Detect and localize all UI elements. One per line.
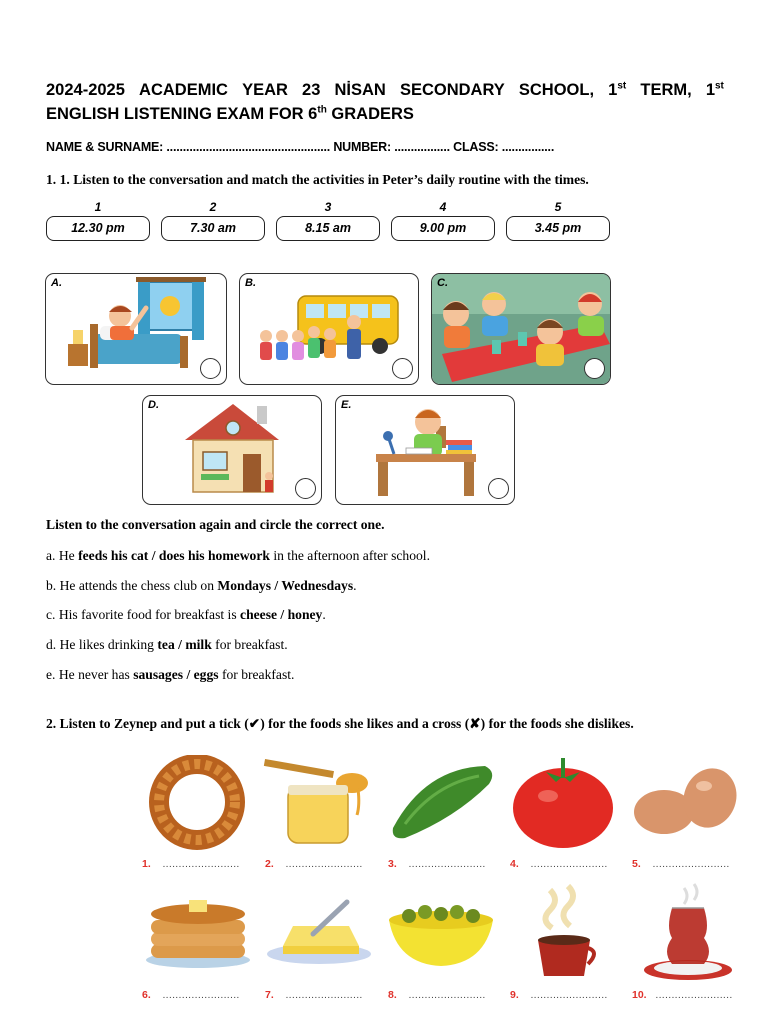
time-option [506, 200, 610, 241]
card-letter: B. [245, 277, 256, 289]
food-answer-3[interactable]: 3. ........................ [388, 858, 486, 870]
title-word: SECONDARY [399, 81, 505, 99]
food-answer-8[interactable]: 8. ........................ [388, 989, 486, 1001]
pancakes-image [143, 888, 253, 970]
time-option [161, 200, 265, 241]
cucumber-image [385, 758, 497, 843]
sentence-e: e. He never has sausages / eggs for breakfast. [46, 667, 295, 682]
time-number: 5 [554, 200, 562, 214]
exam-title [46, 78, 724, 126]
title-exam-ordinal: 1st [705, 80, 724, 99]
card-letter: E. [341, 399, 352, 411]
title-word: NİSAN [334, 81, 386, 99]
tomato-image [510, 752, 616, 852]
time-number: 2 [209, 200, 217, 214]
choice-options[interactable]: feeds his cat / does his homework [78, 548, 270, 563]
food-answer-2[interactable]: 2. ........................ [265, 858, 363, 870]
choice-options[interactable]: Mondays / Wednesdays [217, 578, 354, 593]
answer-circle[interactable] [584, 358, 605, 379]
time-number: 4 [439, 200, 447, 214]
sentence-a: a. He feeds his cat / does his homework in the afternoon after school. [46, 548, 430, 563]
butter-image [263, 898, 375, 970]
activity-card-c [431, 273, 611, 385]
time-option [276, 200, 380, 241]
sentence-c: c. His favorite food for breakfast is cheese / honey. [46, 607, 326, 622]
answer-circle[interactable] [295, 478, 316, 499]
boy-waking-up-illustration [46, 274, 226, 384]
title-word: 23 [302, 81, 321, 99]
food-answer-9[interactable]: 9. ........................ [510, 989, 608, 1001]
simit-image [148, 755, 246, 850]
food-answer-1[interactable]: 1. ........................ [142, 858, 240, 870]
title-word: YEAR [242, 81, 288, 99]
olives-image [385, 900, 497, 968]
choice-options[interactable]: sausages / eggs [133, 667, 219, 682]
food-answer-10[interactable]: 10. ........................ [632, 989, 733, 1001]
tea-image [638, 878, 738, 984]
question-1-instruction: 1. 1. Listen to the conversation and match the activities in Peter’s daily routine with the times. [46, 172, 589, 187]
activity-card-e [335, 395, 515, 505]
time-number: 3 [324, 200, 332, 214]
circle-task-instruction: Listen to the conversation again and circle the correct one. [46, 517, 385, 532]
title-term-ordinal: 1st [608, 80, 627, 99]
choice-options[interactable]: tea / milk [157, 637, 212, 652]
card-letter: A. [51, 277, 62, 289]
food-answer-4[interactable]: 4. ........................ [510, 858, 608, 870]
time-option [391, 200, 495, 241]
food-answer-6[interactable]: 6. ........................ [142, 989, 240, 1001]
time-box: 8.15 am [276, 216, 380, 241]
answer-circle[interactable] [200, 358, 221, 379]
choice-options[interactable]: cheese / honey [240, 607, 323, 622]
title-word: TERM, [640, 81, 692, 99]
eggs-image [630, 762, 742, 842]
food-answer-5[interactable]: 5. ........................ [632, 858, 730, 870]
time-option [46, 200, 150, 241]
card-letter: D. [148, 399, 159, 411]
title-word: 2024-2025 [46, 81, 125, 99]
title-word: ACADEMIC [139, 81, 228, 99]
time-number: 1 [94, 200, 102, 214]
honey-image [262, 755, 374, 850]
student-info-line[interactable]: NAME & SURNAME: .................................................. NUMBER: ................. CLASS: ................ [46, 140, 555, 154]
time-box: 7.30 am [161, 216, 265, 241]
time-box: 9.00 pm [391, 216, 495, 241]
sentence-b: b. He attends the chess club on Mondays / Wednesdays. [46, 578, 357, 593]
question-2-instruction: 2. Listen to Zeynep and put a tick (✔) for the foods she likes and a cross (✘) for the foods she dislikes. [46, 716, 634, 731]
answer-circle[interactable] [488, 478, 509, 499]
sentence-d: d. He likes drinking tea / milk for breakfast. [46, 637, 288, 652]
food-answer-7[interactable]: 7. ........................ [265, 989, 363, 1001]
time-box: 3.45 pm [506, 216, 610, 241]
activity-card-a [45, 273, 227, 385]
hot-drink-image [530, 882, 600, 982]
title-line-2: ENGLISH LISTENING EXAM FOR 6th GRADERS [46, 104, 414, 123]
card-letter: C. [437, 277, 448, 289]
activity-card-d [142, 395, 322, 505]
time-box: 12.30 pm [46, 216, 150, 241]
answer-circle[interactable] [392, 358, 413, 379]
activity-card-b [239, 273, 419, 385]
title-word: SCHOOL, [518, 81, 595, 99]
